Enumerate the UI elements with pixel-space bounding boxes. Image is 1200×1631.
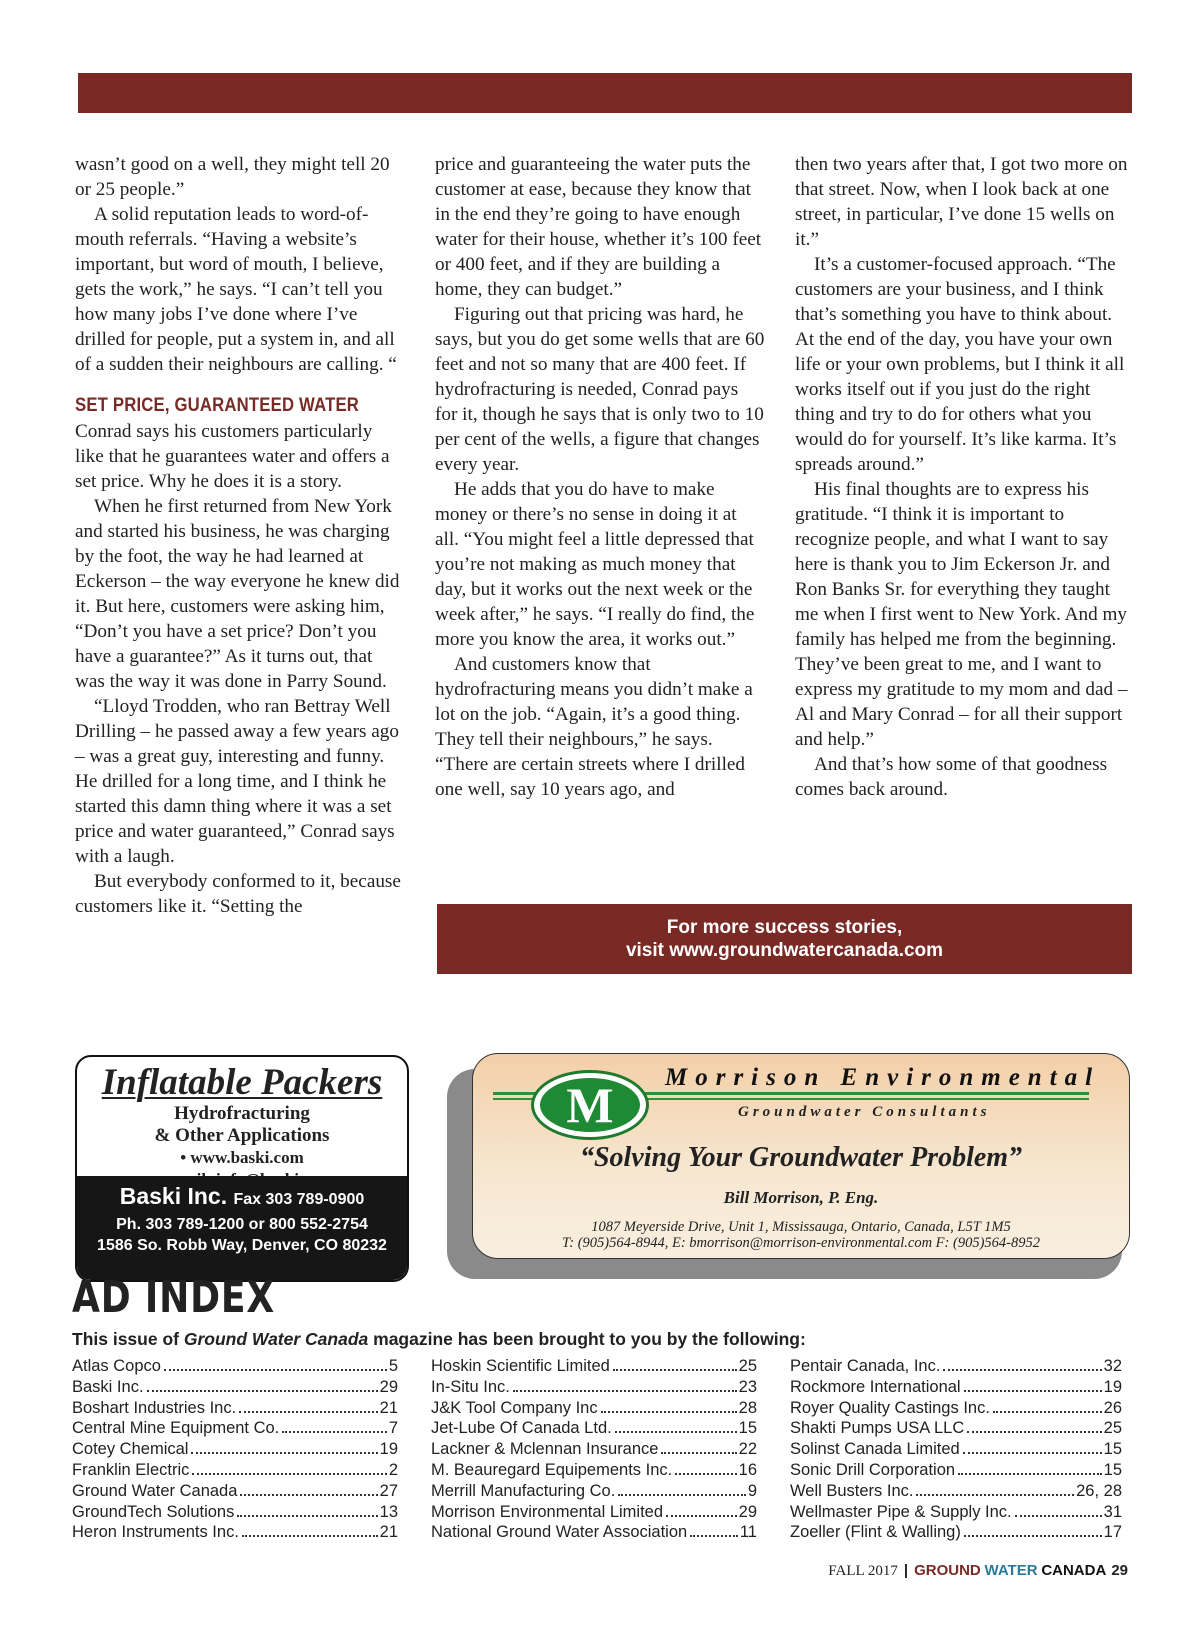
leader-dots xyxy=(666,1515,737,1517)
ad-index-entry[interactable] xyxy=(72,1482,398,1503)
ad-index-entry[interactable] xyxy=(72,1440,398,1461)
ad-index-entry[interactable] xyxy=(790,1419,1122,1440)
page-ref: 5 xyxy=(388,1357,398,1375)
page-ref: 22 xyxy=(738,1440,757,1459)
leader-dots xyxy=(164,1369,387,1371)
page-number: 29 xyxy=(1111,1562,1128,1579)
ad-index-entry[interactable] xyxy=(790,1461,1122,1482)
paragraph: His final thoughts are to express his gratitude. “I think it is important to recognize people, and what I want to say here is thank you to Jim Eckerson Jr. and Ron Banks Sr. for everything they taught me when I first went to New York. And my family has helped me from the beginning. They’ve been great to me, and I want to express my gratitude to my mom and dad – Al and Mary Conrad – for all their support and help.” xyxy=(795,479,1128,750)
ad-index-entry[interactable] xyxy=(431,1440,757,1461)
page-ref: 13 xyxy=(379,1502,398,1521)
leader-dots xyxy=(242,1535,378,1537)
page-ref: 31 xyxy=(1103,1502,1122,1521)
paragraph: Figuring out that pricing was hard, he says, but you do get some wells that are 60 feet and not so many that are 400 feet. If hydrofracturing is needed, Conrad pays for it, though he says that is only two to 10 per cent of the wells, a figure that changes every year. xyxy=(435,304,765,475)
paragraph: then two years after that, I got two more on that street. Now, when I look back at one street, in particular, I’ve done 15 wells on it.” xyxy=(795,154,1128,250)
subtitle-text: magazine has been brought to you by the following: xyxy=(368,1329,806,1349)
leader-dots xyxy=(191,1452,377,1454)
leader-dots xyxy=(239,1411,377,1413)
baski-ad[interactable] xyxy=(75,1055,409,1282)
article-column-3 xyxy=(795,152,1133,802)
page-ref: 17 xyxy=(1103,1523,1122,1542)
leader-dots xyxy=(618,1494,746,1496)
advertiser-name: Hoskin Scientific Limited xyxy=(431,1357,610,1375)
ad-contact-block xyxy=(77,1176,407,1280)
ad-index-entry[interactable] xyxy=(72,1357,398,1378)
advertiser-name: Central Mine Equipment Co. xyxy=(72,1419,280,1438)
advertiser-name: Cotey Chemical xyxy=(72,1440,189,1459)
ad-index-column-2 xyxy=(431,1357,757,1544)
paragraph: It’s a customer-focused approach. “The customers are your business, and I think that’s something you have to think about. At the end of the day, you have your own life or your own problems, but I think it all works itself out if you just do the right thing and try to do for others what you would do for yourself. It’s like karma. It’s spreads around.” xyxy=(795,254,1125,475)
page-ref: 26 xyxy=(1103,1398,1122,1417)
page-ref: 23 xyxy=(738,1377,757,1396)
morrison-ad[interactable] xyxy=(472,1053,1130,1259)
ad-line: Hydrofracturing xyxy=(174,1103,310,1124)
company-name: Baski Inc. xyxy=(119,1183,228,1209)
leader-dots xyxy=(513,1390,737,1392)
page-ref: 11 xyxy=(739,1523,757,1542)
ad-index-entry[interactable] xyxy=(431,1419,757,1440)
fax: Fax 303 789-0900 xyxy=(233,1191,365,1208)
ad-index-entry[interactable] xyxy=(790,1399,1122,1420)
page-ref: 27 xyxy=(379,1481,398,1500)
header-bar xyxy=(78,73,1132,113)
page-ref: 29 xyxy=(738,1502,757,1521)
advertiser-name: Sonic Drill Corporation xyxy=(790,1460,956,1479)
address: 1087 Meyerside Drive, Unit 1, Mississauga, Ontario, Canada, L5T 1M5 xyxy=(591,1219,1011,1235)
ad-index-entry[interactable] xyxy=(431,1523,757,1544)
ad-index-entry[interactable] xyxy=(431,1378,757,1399)
page-ref: 2 xyxy=(388,1460,398,1479)
article-column-2 xyxy=(435,152,765,802)
advertiser-name: Morrison Environmental Limited xyxy=(431,1502,664,1521)
paragraph: And that’s how some of that goodness comes back around. xyxy=(795,754,1108,800)
leader-dots xyxy=(963,1452,1102,1454)
success-stories-banner[interactable] xyxy=(437,904,1132,974)
advertiser-name: National Ground Water Association xyxy=(431,1523,688,1542)
page-ref: 21 xyxy=(379,1398,398,1417)
footer-separator: | xyxy=(903,1562,909,1579)
leader-dots xyxy=(237,1515,377,1517)
advertiser-name: Baski Inc. xyxy=(72,1377,144,1396)
advertiser-name: M. Beauregard Equipements Inc. xyxy=(431,1460,673,1479)
leader-dots xyxy=(282,1431,387,1433)
address-block xyxy=(473,1219,1129,1251)
advertiser-name: Wellmaster Pipe & Supply Inc. xyxy=(790,1502,1012,1521)
ad-index-entry[interactable] xyxy=(72,1461,398,1482)
ad-index-entry[interactable] xyxy=(431,1357,757,1378)
ad-index-entry[interactable] xyxy=(790,1357,1122,1378)
ad-index-title: AD INDEX xyxy=(72,1272,276,1323)
ad-index-entry[interactable] xyxy=(790,1440,1122,1461)
contact-info: T: (905)564-8944, E: bmorrison@morrison-environmental.com F: (905)564-8952 xyxy=(562,1235,1040,1251)
mag-canada: CANADA xyxy=(1041,1562,1107,1579)
banner-line-1: For more success stories, xyxy=(666,917,903,938)
paragraph: He adds that you do have to make money or there’s no sense in doing it at all. “You might feel a little depressed that you’re not making as much money that day, but it works out the next week or the week after,” he says. “I really do find, the more you know the area, it works out.” xyxy=(435,479,755,650)
leader-dots xyxy=(675,1473,736,1475)
ad-website[interactable]: • www.baski.com xyxy=(180,1148,304,1167)
advertiser-name: Well Busters Inc. xyxy=(790,1481,914,1500)
paragraph: price and guaranteeing the water puts the customer at ease, because they know that in the end they’re going to have enough water for their house, whether it’s 100 feet or 400 feet, and if they are building a home, they can budget.” xyxy=(435,154,762,300)
ad-index-entry[interactable] xyxy=(790,1482,1122,1503)
paragraph: But everybody conformed to it, because customers like it. “Setting the xyxy=(75,871,401,917)
subtitle-text: This issue of xyxy=(72,1329,184,1349)
leader-dots xyxy=(958,1473,1102,1475)
advertiser-name: Franklin Electric xyxy=(72,1460,190,1479)
advertiser-name: Zoeller (Flint & Walling) xyxy=(790,1523,961,1542)
advertiser-name: Jet-Lube Of Canada Ltd. xyxy=(431,1419,612,1438)
paragraph: And customers know that hydrofracturing means you didn’t make a lot on the job. “Again, it’s a good thing. They tell their neighbours,” he says. “There are certain streets where I drilled one well, say 10 years ago, and xyxy=(435,654,753,800)
page-ref: 19 xyxy=(379,1440,398,1459)
ad-title: Inflatable Packers xyxy=(101,1062,383,1103)
slogan: “Solving Your Groundwater Problem” xyxy=(579,1142,1023,1173)
page-ref: 28 xyxy=(738,1398,757,1417)
page-ref: 15 xyxy=(1103,1460,1122,1479)
mag-water: WATER xyxy=(984,1562,1038,1579)
leader-dots xyxy=(615,1431,737,1433)
mag-ground: GROUND xyxy=(914,1562,981,1579)
advertiser-name: Boshart Industries Inc. xyxy=(72,1398,237,1417)
advertiser-name: Merrill Manufacturing Co. xyxy=(431,1481,616,1500)
advertiser-name: Royer Quality Castings Inc. xyxy=(790,1398,990,1417)
company-subtitle: Groundwater Consultants xyxy=(738,1104,991,1120)
ad-index-entry[interactable] xyxy=(790,1523,1122,1544)
page-ref: 26, 28 xyxy=(1076,1481,1122,1500)
page-ref: 19 xyxy=(1103,1377,1122,1396)
page-ref: 7 xyxy=(388,1419,398,1438)
contact-person: Bill Morrison, P. Eng. xyxy=(723,1188,879,1207)
section-heading: SET PRICE, GUARANTEED WATER xyxy=(75,395,360,416)
paragraph: wasn’t good on a well, they might tell 20 or 25 people.” xyxy=(75,154,390,200)
leader-dots xyxy=(613,1369,737,1371)
page-ref: 25 xyxy=(738,1357,757,1375)
article-column-1 xyxy=(75,152,405,919)
leader-dots xyxy=(690,1535,738,1537)
leader-dots xyxy=(993,1411,1102,1413)
leader-dots xyxy=(661,1452,736,1454)
morrison-logo-icon xyxy=(531,1070,649,1140)
ad-index-column-3 xyxy=(790,1357,1122,1544)
ad-line: & Other Applications xyxy=(154,1125,330,1146)
ad-index-entry[interactable] xyxy=(431,1503,757,1524)
ad-index-entry[interactable] xyxy=(72,1419,398,1440)
logo-letter: M xyxy=(540,1078,640,1132)
advertiser-name: Rockmore International xyxy=(790,1377,961,1396)
ad-index-entry[interactable] xyxy=(72,1503,398,1524)
company-line xyxy=(77,1182,407,1214)
ad-index-entry[interactable] xyxy=(431,1399,757,1420)
ad-index-entry[interactable] xyxy=(431,1461,757,1482)
issue-label: FALL 2017 xyxy=(828,1563,898,1579)
magazine-name: Ground Water Canada xyxy=(183,1329,369,1349)
advertiser-name: Heron Instruments Inc. xyxy=(72,1523,239,1542)
advertiser-name: Atlas Copco xyxy=(72,1357,161,1375)
ad-index-column-1 xyxy=(72,1357,398,1544)
page-ref: 15 xyxy=(738,1419,757,1438)
phone: Ph. 303 789-1200 or 800 552-2754 xyxy=(116,1216,368,1233)
page-ref: 29 xyxy=(379,1377,398,1396)
ad-index-subtitle xyxy=(72,1329,806,1350)
ad-index-entry[interactable] xyxy=(790,1503,1122,1524)
paragraph: A solid reputation leads to word-of-mouth referrals. “Having a website’s important, but word of mouth, I believe, gets the work,” he says. “I can’t tell you how many jobs I’ve done where I’ve drilled for people, put a system in, and all of a sudden their neighbours are calling. “ xyxy=(75,204,397,375)
leader-dots xyxy=(943,1369,1101,1371)
leader-dots xyxy=(601,1411,737,1413)
advertiser-name: Pentair Canada, Inc. xyxy=(790,1357,941,1375)
leader-dots xyxy=(147,1390,378,1392)
advertiser-name: In-Situ Inc. xyxy=(431,1377,510,1396)
page-ref: 25 xyxy=(1103,1419,1122,1438)
page-footer xyxy=(828,1562,1128,1580)
advertiser-name: GroundTech Solutions xyxy=(72,1502,235,1521)
banner-link[interactable]: visit www.groundwatercanada.com xyxy=(625,940,944,961)
advertiser-name: J&K Tool Company Inc xyxy=(431,1398,598,1417)
page-ref: 9 xyxy=(747,1481,757,1500)
ad-index-entry[interactable] xyxy=(72,1378,398,1399)
page-ref: 32 xyxy=(1103,1357,1122,1375)
advertiser-name: Lackner & Mclennan Insurance xyxy=(431,1440,659,1459)
paragraph: Conrad says his customers particularly like that he guarantees water and offers a set price. Why he does it is a story. xyxy=(75,421,390,492)
paragraph: When he first returned from New York and started his business, he was charging by the foot, the way he had learned at Eckerson – the way everyone he knew did it. But here, customers were asking him, “Don’t you have a set price? Don’t you have a guarantee?” As it turns out, that was the way it was done in Parry Sound. xyxy=(75,496,400,692)
ad-index-entry[interactable] xyxy=(72,1523,398,1544)
page-ref: 16 xyxy=(738,1460,757,1479)
page-ref: 21 xyxy=(379,1523,398,1542)
advertiser-name: Solinst Canada Limited xyxy=(790,1440,960,1459)
page-ref: 15 xyxy=(1103,1440,1122,1459)
company-name: Morrison Environmental xyxy=(665,1064,1101,1091)
leader-dots xyxy=(240,1494,377,1496)
leader-dots xyxy=(964,1390,1102,1392)
advertiser-name: Ground Water Canada xyxy=(72,1481,238,1500)
ad-index-entry[interactable] xyxy=(790,1378,1122,1399)
paragraph: “Lloyd Trodden, who ran Bettray Well Drilling – he passed away a few years ago – was a great guy, interesting and funny. He drilled for a long time, and I think he started this damn thing where it was a set price and water guaranteed,” Conrad says with a laugh. xyxy=(75,696,399,867)
leader-dots xyxy=(1015,1515,1102,1517)
ad-index-entry[interactable] xyxy=(72,1399,398,1420)
leader-dots xyxy=(964,1535,1102,1537)
ad-index-entry[interactable] xyxy=(431,1482,757,1503)
leader-dots xyxy=(967,1431,1101,1433)
leader-dots xyxy=(916,1494,1074,1496)
leader-dots xyxy=(192,1473,386,1475)
advertiser-name: Shakti Pumps USA LLC xyxy=(790,1419,965,1438)
address: 1586 So. Robb Way, Denver, CO 80232 xyxy=(97,1237,387,1254)
